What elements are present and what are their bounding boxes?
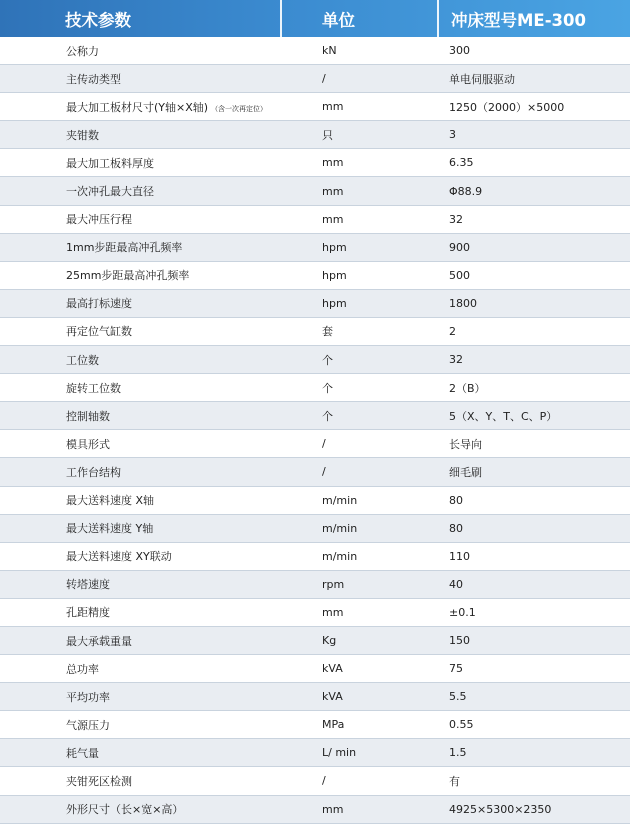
header-divider — [437, 0, 439, 37]
value-cell: 75 — [449, 662, 463, 676]
table-row — [0, 65, 630, 93]
table-row — [0, 767, 630, 795]
unit-cell: mm — [322, 212, 344, 226]
unit-cell: / — [322, 72, 326, 86]
param-name: 旋转工位数 — [66, 381, 121, 395]
param-name: 转塔速度 — [66, 578, 110, 592]
param-name: 最大承载重量 — [66, 634, 132, 648]
table-header — [0, 0, 630, 37]
param-name: 最高打标速度 — [66, 297, 132, 311]
value-cell: 1250（2000）×5000 — [449, 100, 565, 114]
param-name: 控制轴数 — [66, 409, 110, 423]
value-cell: 5.5 — [449, 690, 467, 704]
param-cell — [0, 633, 282, 649]
header-divider — [280, 0, 282, 37]
value-cell: 5（X、Y、T、C、P） — [449, 409, 558, 423]
param-cell — [0, 127, 282, 143]
param-cell — [0, 689, 282, 705]
unit-cell: hpm — [322, 296, 347, 310]
param-cell — [0, 436, 282, 452]
unit-cell: mm — [322, 605, 344, 619]
table-row — [0, 37, 630, 65]
table-row — [0, 655, 630, 683]
unit-cell: 套 — [322, 325, 333, 339]
table-row — [0, 402, 630, 430]
table-row — [0, 430, 630, 458]
param-cell — [0, 43, 282, 59]
param-cell — [0, 576, 282, 592]
param-cell — [0, 380, 282, 396]
param-name: 最大送料速度 XY联动 — [66, 550, 172, 564]
param-name: 最大冲压行程 — [66, 213, 132, 227]
table-row — [0, 627, 630, 655]
table-row — [0, 262, 630, 290]
unit-cell: m/min — [322, 493, 358, 507]
table-row — [0, 571, 630, 599]
value-cell: 6.35 — [449, 156, 474, 170]
table-row — [0, 599, 630, 627]
value-cell: 有 — [449, 774, 460, 788]
header-unit: 单位 — [322, 10, 355, 30]
unit-cell: kVA — [322, 690, 343, 704]
param-cell — [0, 520, 282, 536]
unit-cell: 个 — [322, 381, 333, 395]
unit-cell: / — [322, 437, 326, 451]
value-cell: 1.5 — [449, 746, 467, 760]
unit-cell: mm — [322, 802, 344, 816]
table-row — [0, 121, 630, 149]
param-cell — [0, 267, 282, 283]
param-cell — [0, 745, 282, 761]
unit-cell: kN — [322, 44, 337, 58]
param-cell — [0, 604, 282, 620]
param-cell — [0, 492, 282, 508]
table-row — [0, 543, 630, 571]
unit-cell: mm — [322, 156, 344, 170]
param-name: 气源压力 — [66, 718, 110, 732]
table-row — [0, 796, 630, 824]
table-row — [0, 93, 630, 121]
value-cell: 长导向 — [449, 437, 482, 451]
value-cell: 110 — [449, 549, 470, 563]
param-cell — [0, 295, 282, 311]
table-row — [0, 374, 630, 402]
value-cell: 150 — [449, 634, 470, 648]
param-name: 最大送料速度 Y轴 — [66, 522, 154, 536]
param-name: 工作台结构 — [66, 465, 121, 479]
unit-cell: MPa — [322, 718, 345, 732]
unit-cell: kVA — [322, 662, 343, 676]
table-row — [0, 739, 630, 767]
param-name: 一次冲孔最大直径 — [66, 185, 154, 199]
value-cell: 80 — [449, 521, 463, 535]
unit-cell: mm — [322, 100, 344, 114]
value-cell: 2（B） — [449, 381, 486, 395]
header-model: 冲床型号ME-300 — [451, 10, 586, 30]
value-cell: 900 — [449, 240, 470, 254]
table-row — [0, 149, 630, 177]
unit-cell: 个 — [322, 409, 333, 423]
param-name: 工位数 — [66, 353, 99, 367]
unit-cell: rpm — [322, 577, 345, 591]
param-name: 孔距精度 — [66, 606, 110, 620]
param-note: （含一次再定位） — [211, 104, 268, 113]
value-cell: 80 — [449, 493, 463, 507]
value-cell: 2 — [449, 324, 456, 338]
table-body — [0, 37, 630, 824]
table-row — [0, 458, 630, 486]
unit-cell: L/ min — [322, 746, 357, 760]
table-row — [0, 234, 630, 262]
param-cell — [0, 801, 282, 817]
unit-cell: m/min — [322, 521, 358, 535]
param-name: 模具形式 — [66, 437, 110, 451]
value-cell: 3 — [449, 128, 456, 142]
param-name: 耗气量 — [66, 746, 99, 760]
param-cell — [0, 211, 282, 227]
param-name: 总功率 — [66, 662, 99, 676]
param-cell — [0, 548, 282, 564]
unit-cell: / — [322, 465, 326, 479]
param-name: 平均功率 — [66, 690, 110, 704]
param-name: 外形尺寸（长×宽×高） — [66, 803, 184, 817]
unit-cell: mm — [322, 184, 344, 198]
unit-cell: m/min — [322, 549, 358, 563]
param-cell — [0, 352, 282, 368]
param-name: 再定位气缸数 — [66, 325, 132, 339]
unit-cell: 个 — [322, 353, 333, 367]
table-row — [0, 683, 630, 711]
param-cell — [0, 239, 282, 255]
table-row — [0, 318, 630, 346]
param-name: 夹钳死区检测 — [66, 774, 132, 788]
table-row — [0, 487, 630, 515]
value-cell: 4925×5300×2350 — [449, 802, 552, 816]
table-row — [0, 290, 630, 318]
param-cell — [0, 408, 282, 424]
value-cell: 32 — [449, 353, 463, 367]
table-row — [0, 177, 630, 205]
param-cell — [0, 155, 282, 171]
value-cell: 单电伺服驱动 — [449, 72, 515, 86]
param-cell — [0, 183, 282, 199]
value-cell: 40 — [449, 577, 463, 591]
param-cell — [0, 464, 282, 480]
param-name: 主传动类型 — [66, 72, 121, 86]
param-cell — [0, 717, 282, 733]
unit-cell: / — [322, 774, 326, 788]
param-cell — [0, 661, 282, 677]
table-row — [0, 515, 630, 543]
value-cell: 细毛刷 — [449, 465, 482, 479]
value-cell: 0.55 — [449, 718, 474, 732]
value-cell: 300 — [449, 44, 470, 58]
param-name: 最大送料速度 X轴 — [66, 494, 155, 508]
unit-cell: Kg — [322, 634, 337, 648]
value-cell: 500 — [449, 268, 470, 282]
param-cell — [0, 71, 282, 87]
table-row — [0, 206, 630, 234]
param-name: 最大加工板材尺寸(Y轴×X轴) — [66, 100, 209, 114]
param-name: 最大加工板料厚度 — [66, 156, 154, 170]
param-name: 25mm步距最高冲孔频率 — [66, 269, 190, 283]
value-cell: Φ88.9 — [449, 184, 483, 198]
value-cell: 32 — [449, 212, 463, 226]
table-row — [0, 346, 630, 374]
param-cell — [0, 99, 282, 115]
param-cell — [0, 323, 282, 339]
unit-cell: 只 — [322, 128, 333, 142]
param-name: 公称力 — [66, 44, 99, 58]
param-name: 1mm步距最高冲孔频率 — [66, 241, 183, 255]
header-param: 技术参数 — [65, 10, 131, 30]
value-cell: 1800 — [449, 296, 477, 310]
unit-cell: hpm — [322, 240, 347, 254]
param-cell — [0, 773, 282, 789]
unit-cell: hpm — [322, 268, 347, 282]
table-row — [0, 711, 630, 739]
param-name: 夹钳数 — [66, 128, 99, 142]
value-cell: ±0.1 — [449, 605, 476, 619]
